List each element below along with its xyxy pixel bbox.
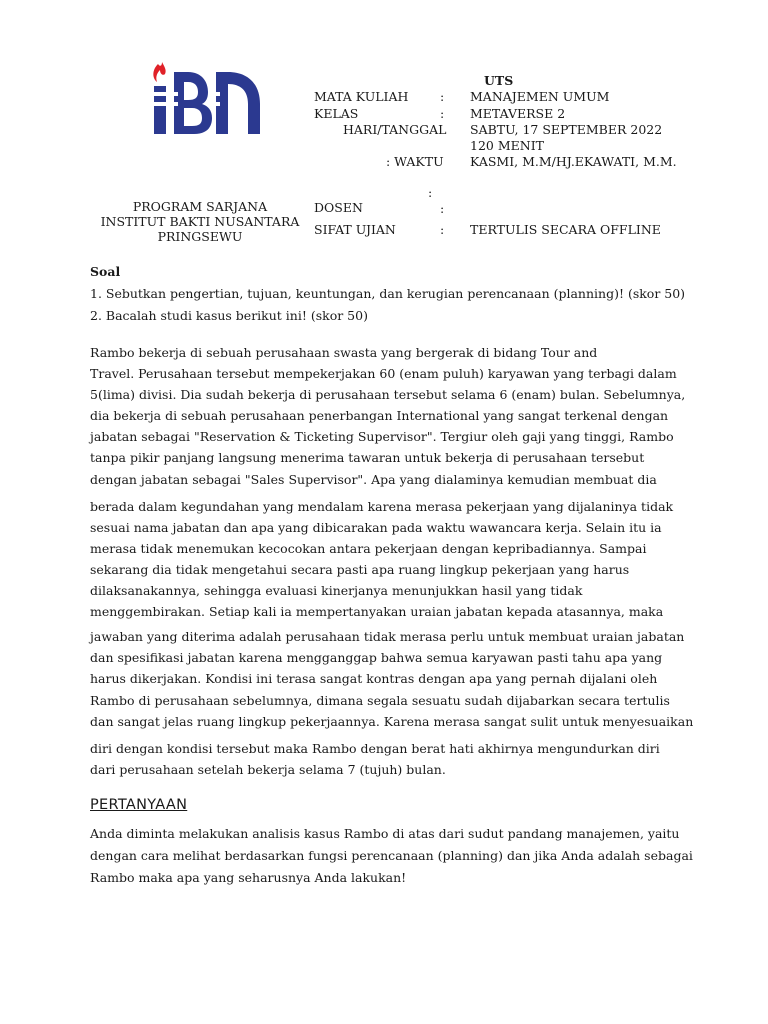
hari-tanggal-value: SABTU, 17 SEPTEMBER 2022: [470, 122, 663, 137]
pertanyaan-paragraph: [90, 823, 698, 889]
case-line: jabatan sebagai "Reservation & Ticketing Supervisor". Tergiur oleh gaji yang tinggi, Rambo: [90, 429, 674, 445]
waktu-label: : WAKTU: [386, 154, 444, 169]
case-line: dari perusahaan setelah bekerja selama 7 (tujuh) bulan.: [90, 761, 446, 777]
case-line: Rambo di perusahaan sebelumnya, dimana segala sesuatu sudah dijabarkan secara tertulis: [90, 692, 670, 708]
colon: :: [440, 89, 445, 104]
case-line: dia bekerja di sebuah perusahaan penerbangan International yang sangat terkenal dengan: [90, 408, 669, 424]
colon: :: [440, 106, 445, 121]
pertanyaan-line: dengan cara melihat berdasarkan fungsi perencanaan (planning) dan jika Anda adalah sebagai: [90, 848, 693, 863]
exam-title: UTS: [484, 73, 514, 88]
soal-heading: Soal: [90, 264, 121, 279]
hari-tanggal-label: HARI/TANGGAL: [343, 122, 447, 137]
colon: :: [440, 201, 445, 216]
colon: :: [440, 222, 445, 237]
kelas-label: KELAS: [314, 106, 359, 121]
dosen-label: DOSEN: [314, 200, 363, 215]
case-study-paragraph: [90, 336, 698, 780]
institution-line-3: PRINGSEWU: [157, 229, 243, 244]
ibn-logo-graphic: [148, 58, 272, 138]
case-line: tanpa pikir panjang langsung menerima tawaran untuk bekerja di perusahaan tersebut: [90, 450, 645, 466]
pertanyaan-heading: PERTANYAAN: [90, 797, 188, 813]
case-line: sekarang dia tidak mengetahui secara pasti apa ruang lingkup pekerjaan yang harus: [90, 561, 630, 577]
case-line: sesuai nama jabatan dan apa yang dibicarakan pada waktu wawancara kerja. Selain itu ia: [90, 519, 662, 535]
institution-line-1: PROGRAM SARJANA: [132, 199, 268, 214]
sifat-ujian-label: SIFAT UJIAN: [314, 222, 396, 237]
case-line: harus dikerjakan. Kondisi ini terasa sangat kontras dengan apa yang pernah dijalani oleh: [90, 671, 658, 687]
mata-kuliah-value: MANAJEMEN UMUM: [470, 89, 610, 104]
case-line: dengan jabatan sebagai "Sales Supervisor". Apa yang dialaminya kemudian membuat dia: [90, 471, 657, 487]
case-line: diri dengan kondisi tersebut maka Rambo dengan berat hati akhirnya mengundurkan diri: [90, 740, 660, 756]
case-line: dan spesifikasi jabatan karena mengganggap bahwa semua karyawan pasti tahu apa yang: [90, 650, 663, 666]
kelas-value: METAVERSE 2: [470, 106, 566, 121]
ibn-logo: [148, 58, 272, 138]
case-line: Travel. Perusahaan tersebut mempekerjakan 60 (enam puluh) karyawan yang terbagi dalam: [90, 366, 677, 382]
question-1: 1. Sebutkan pengertian, tujuan, keuntungan, dan kerugian perencanaan (planning)! (skor 50): [90, 286, 686, 301]
institution-line-2: INSTITUT BAKTI NUSANTARA: [100, 214, 300, 229]
case-line: dilaksanakannya, sehingga evaluasi kinerjanya menunjukkan hasil yang tidak: [90, 583, 583, 599]
case-line: dan sangat jelas ruang lingkup pekerjaannya. Karena merasa sangat sulit untuk menyesuaikan: [90, 713, 694, 729]
question-2: 2. Bacalah studi kasus berikut ini! (skor 50): [90, 308, 368, 323]
dosen-value: KASMI, M.M/HJ.EKAWATI, M.M.: [470, 154, 677, 169]
mata-kuliah-label: MATA KULIAH: [314, 89, 409, 104]
pertanyaan-line: Rambo maka apa yang seharusnya Anda lakukan!: [90, 870, 407, 885]
case-line: merasa tidak menemukan kecocokan antara pekerjaan dengan kepribadiannya. Sampai: [90, 540, 647, 556]
case-line: jawaban yang diterima adalah perusahaan tidak merasa perlu untuk membuat uraian jabatan: [90, 629, 685, 645]
waktu-value: 120 MENIT: [470, 138, 544, 153]
colon: :: [428, 185, 433, 200]
case-line: berada dalam kegundahan yang mendalam karena merasa pekerjaan yang dijalaninya tidak: [90, 498, 674, 514]
case-line: Rambo bekerja di sebuah perusahaan swasta yang bergerak di bidang Tour and: [90, 345, 598, 360]
pertanyaan-line: Anda diminta melakukan analisis kasus Rambo di atas dari sudut pandang manajemen, yaitu: [90, 826, 680, 841]
case-line: 5(lima) divisi. Dia sudah bekerja di perusahaan tersebut selama 6 (enam) bulan. Sebelumnya,: [90, 387, 686, 403]
case-line: menggembirakan. Setiap kali ia mempertanyakan uraian jabatan kepada atasannya, maka: [90, 604, 664, 620]
institution-name: [96, 199, 304, 244]
sifat-ujian-value: TERTULIS SECARA OFFLINE: [470, 222, 661, 237]
